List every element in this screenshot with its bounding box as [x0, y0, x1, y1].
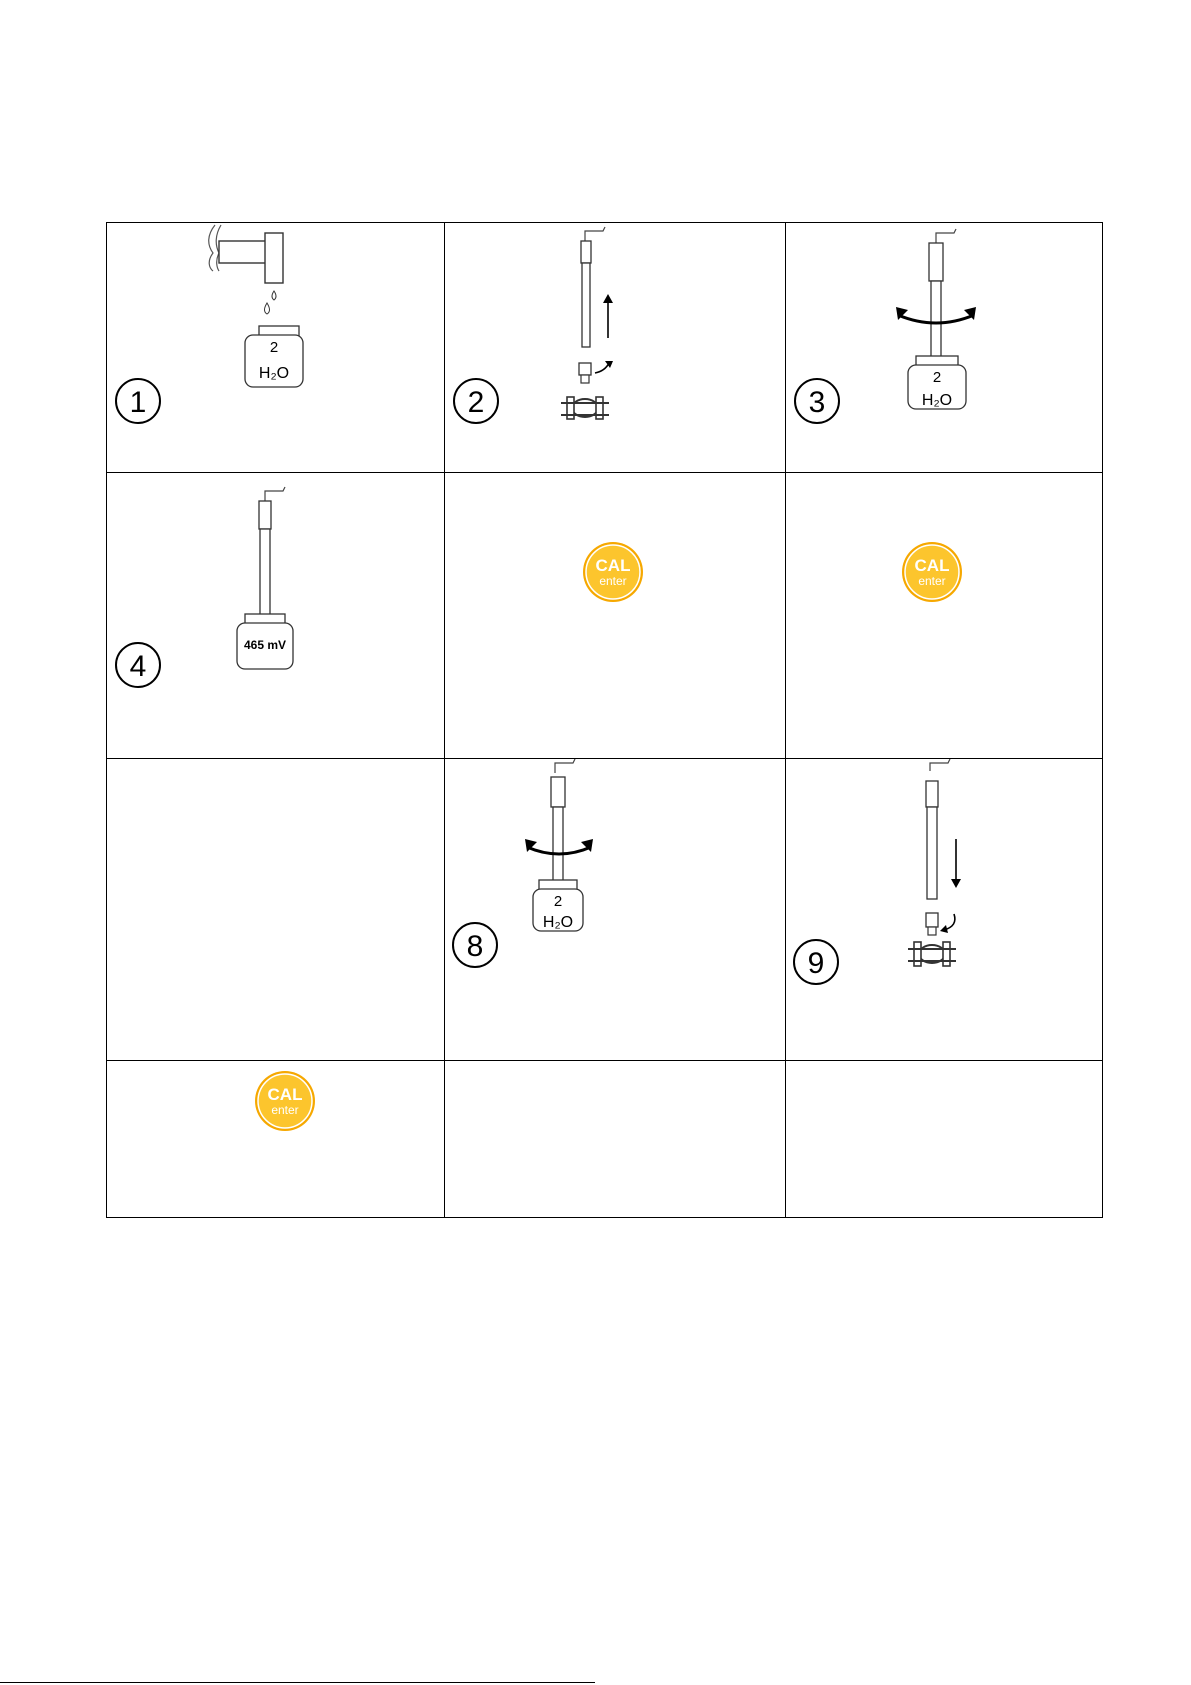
- bottle-label: H₂O: [921, 392, 953, 409]
- bottle-number: 2: [932, 369, 942, 386]
- svg-text:CAL: CAL: [595, 556, 631, 575]
- cell-step-8: [444, 758, 785, 1060]
- step-number-3: [793, 377, 841, 425]
- buffer-bottle-illustration: [227, 473, 327, 673]
- instruction-grid: [106, 222, 1103, 1218]
- svg-text:4: 4: [129, 650, 147, 683]
- svg-text:1: 1: [129, 386, 147, 419]
- step-number-4: [114, 641, 162, 689]
- step-number-1: [114, 377, 162, 425]
- cell-step-1: [106, 222, 444, 472]
- step-number-2: [452, 377, 500, 425]
- remove-electrode-illustration: [545, 223, 665, 423]
- cell-step-4: [106, 472, 444, 758]
- svg-text:enter: enter: [599, 574, 627, 588]
- svg-text:2: 2: [467, 386, 485, 419]
- step-number-8: [451, 921, 499, 969]
- cell-empty: [785, 1060, 1103, 1218]
- cal-enter-button-icon: [253, 1069, 317, 1133]
- swirl-bottle-illustration: [525, 759, 625, 934]
- bottle-label: H₂O: [258, 365, 290, 382]
- svg-text:enter: enter: [918, 574, 946, 588]
- cell-step-3: [785, 222, 1103, 472]
- cell-step-9: [785, 758, 1103, 1060]
- reinstall-electrode-illustration: [896, 759, 996, 979]
- svg-text:3: 3: [808, 386, 826, 419]
- step-number-9: [792, 938, 840, 986]
- buffer-label: 465 mV: [243, 638, 287, 652]
- cal-enter-button-icon: [581, 540, 645, 604]
- faucet-bottle-illustration: [207, 223, 327, 393]
- cell-empty: [444, 1060, 785, 1218]
- cell-cal-enter-3: [106, 1060, 444, 1218]
- bottle-number: 2: [553, 893, 563, 910]
- svg-text:8: 8: [466, 930, 484, 963]
- cell-step-2: [444, 222, 785, 472]
- swirl-bottle-illustration: [896, 223, 996, 413]
- cell-empty: [106, 758, 444, 1060]
- svg-text:CAL: CAL: [267, 1085, 303, 1104]
- bottle-number: 2: [269, 339, 279, 356]
- cell-cal-enter-2: [785, 472, 1103, 758]
- svg-text:9: 9: [807, 947, 825, 980]
- footer-rule: [0, 1682, 595, 1683]
- svg-text:CAL: CAL: [914, 556, 950, 575]
- bottle-label: H₂O: [542, 914, 574, 931]
- cal-enter-button-icon: [900, 540, 964, 604]
- cell-cal-enter-1: [444, 472, 785, 758]
- svg-text:enter: enter: [271, 1103, 299, 1117]
